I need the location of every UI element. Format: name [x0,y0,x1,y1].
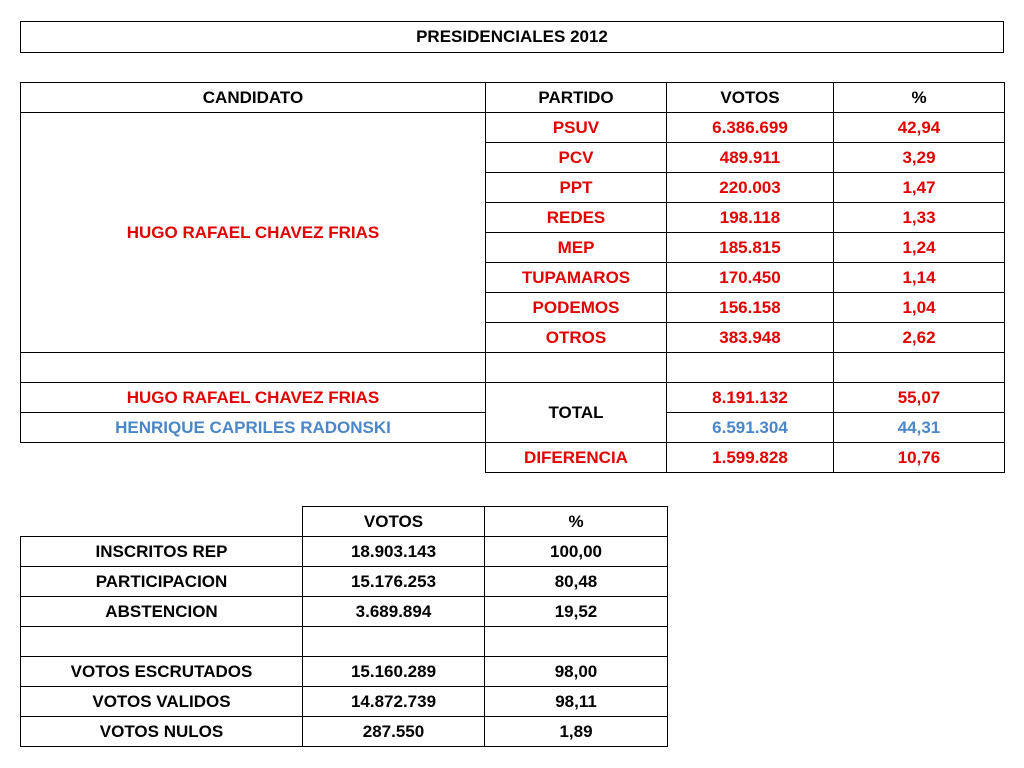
spacer-cell [486,353,667,383]
stats-header-row [21,507,668,537]
spacer-cell [667,353,834,383]
header-candidate: CANDIDATO [21,83,486,113]
party-name: TUPAMAROS [486,263,667,293]
stats-label: INSCRITOS REP [21,537,303,567]
total-chavez-row [21,383,1005,413]
total-label: TOTAL [486,383,667,443]
party-percent: 1,24 [834,233,1005,263]
party-votes: 489.911 [667,143,834,173]
stats-label: VOTOS NULOS [21,717,303,747]
party-percent: 42,94 [834,113,1005,143]
difference-row [21,443,1005,473]
stats-votes: 287.550 [303,717,485,747]
total-chavez-name: HUGO RAFAEL CHAVEZ FRIAS [21,383,486,413]
stats-votes: 18.903.143 [303,537,485,567]
spacer-cell [303,627,485,657]
party-percent: 2,62 [834,323,1005,353]
difference-percent: 10,76 [834,443,1005,473]
party-votes: 185.815 [667,233,834,263]
candidate-chavez-cell: HUGO RAFAEL CHAVEZ FRIAS [21,113,486,353]
results-table [20,82,1005,473]
party-votes: 170.450 [667,263,834,293]
results-header-row [21,83,1005,113]
stats-label: VOTOS VALIDOS [21,687,303,717]
stats-votes: 14.872.739 [303,687,485,717]
stats-row [21,567,668,597]
party-row [21,113,1005,143]
total-capriles-name: HENRIQUE CAPRILES RADONSKI [21,413,486,443]
stats-percent: 98,00 [485,657,668,687]
party-percent: 1,04 [834,293,1005,323]
spacer-cell [485,627,668,657]
party-votes: 220.003 [667,173,834,203]
empty-cell [21,443,486,473]
stats-row [21,537,668,567]
stats-votes: 3.689.894 [303,597,485,627]
party-percent: 3,29 [834,143,1005,173]
spacer-row [21,353,1005,383]
header-votes: VOTOS [667,83,834,113]
party-name: MEP [486,233,667,263]
total-chavez-percent: 55,07 [834,383,1005,413]
party-name: OTROS [486,323,667,353]
total-capriles-percent: 44,31 [834,413,1005,443]
difference-label: DIFERENCIA [486,443,667,473]
party-votes: 156.158 [667,293,834,323]
stats-row [21,717,668,747]
stats-row [21,657,668,687]
stats-label: VOTOS ESCRUTADOS [21,657,303,687]
party-name: PSUV [486,113,667,143]
spacer-cell [21,627,303,657]
party-name: PODEMOS [486,293,667,323]
stats-votes: 15.176.253 [303,567,485,597]
stats-percent: 80,48 [485,567,668,597]
title-table [20,21,1004,53]
party-votes: 383.948 [667,323,834,353]
title-row [21,22,1004,53]
difference-votes: 1.599.828 [667,443,834,473]
stats-label: ABSTENCION [21,597,303,627]
party-name: REDES [486,203,667,233]
stats-header-percent: % [485,507,668,537]
stats-percent: 1,89 [485,717,668,747]
header-party: PARTIDO [486,83,667,113]
party-percent: 1,47 [834,173,1005,203]
spacer-cell [21,353,486,383]
stats-row [21,597,668,627]
stats-percent: 100,00 [485,537,668,567]
party-name: PCV [486,143,667,173]
page-title: PRESIDENCIALES 2012 [21,22,1004,53]
party-name: PPT [486,173,667,203]
stats-header-votes: VOTOS [303,507,485,537]
stats-votes: 15.160.289 [303,657,485,687]
stats-row [21,687,668,717]
spacer-cell [834,353,1005,383]
spacer-row [21,627,668,657]
empty-cell [21,507,303,537]
stats-percent: 98,11 [485,687,668,717]
party-percent: 1,33 [834,203,1005,233]
party-percent: 1,14 [834,263,1005,293]
party-votes: 6.386.699 [667,113,834,143]
total-chavez-votes: 8.191.132 [667,383,834,413]
stats-table [20,506,668,747]
party-votes: 198.118 [667,203,834,233]
stats-label: PARTICIPACION [21,567,303,597]
header-percent: % [834,83,1005,113]
total-capriles-votes: 6.591.304 [667,413,834,443]
stats-percent: 19,52 [485,597,668,627]
